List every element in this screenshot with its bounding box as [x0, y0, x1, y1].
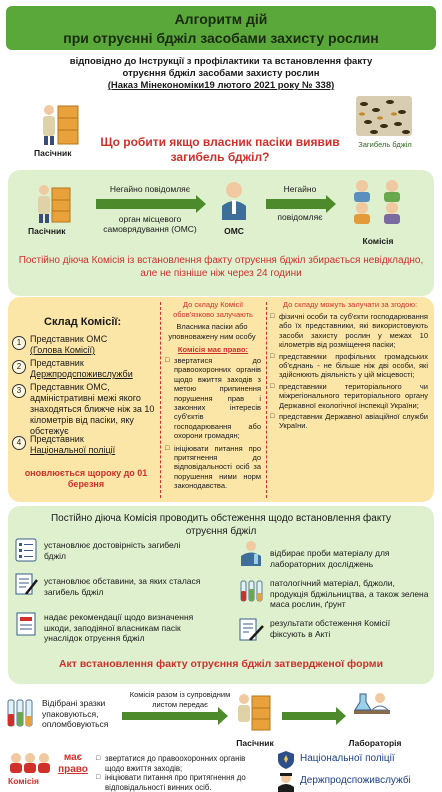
subtitle: [20, 56, 422, 92]
inspection-left-1: установлює достовірність загибелі бджіл: [44, 540, 181, 561]
optional-head: До складу можуть залучати за згодою:: [282, 300, 418, 309]
optional-item-3: □ представники територіального чи міжрегіонального територіального органу Державної екологічної інспекції України;: [270, 382, 428, 410]
samples-arrow-head: [218, 707, 228, 725]
notify-beekeeper-label: Пасічник: [28, 226, 66, 236]
samples-arrow-text: Комісія разом із супровідним листом передає: [129, 690, 231, 709]
test-tubes-icon: [238, 578, 264, 604]
arrow2-top-text: Негайно: [283, 184, 317, 194]
inspection-right-2: патологічний матеріал, бджоли, продукція бджільництва, а також зелена маса рослин, ґрунт: [270, 578, 429, 609]
rights-item-1: □ звертатися до правоохоронних органів щодо вжиття заходів з метою припинення порушення прав і законних інтересів суб'єктів господарювання або охорони громадян;: [165, 356, 261, 441]
subtitle-line1: відповідно до Інструкції з профілактики та встановлення факту: [69, 56, 373, 67]
oms-description: орган місцевого самоврядування (ОМС): [103, 214, 197, 234]
optional-item-4: □ представник Державної авіаційної служби України.: [270, 412, 428, 431]
title-banner: [6, 6, 436, 50]
laboratory-label: Лабораторія: [348, 738, 402, 748]
mandatory-text: Власника пасіки або уповноважену ним особу: [168, 322, 256, 341]
optional-item-2: □ представники профільних громадських об'єднань - не більше ніж дві особи, які здійснюють діяльність у цій місцевості;: [270, 352, 428, 380]
lab-worker-icon: [238, 540, 264, 566]
act-statement: Акт встановлення факту отруєння бджіл затвердженої форми: [58, 658, 384, 670]
dead-bees-label: Загибель бджіл: [358, 140, 412, 149]
rights-list: [165, 356, 261, 491]
bottom-commission-icon: [8, 752, 52, 776]
composition-item-2-text: Представник: [30, 358, 84, 368]
inspection-left-3: надає рекомендації щодо визначення шкоди, заподіяної власникам пасік унаслідок отруєння бджіл: [44, 612, 194, 643]
has-right-label: [56, 752, 90, 776]
rights-item-2: □ ініціювати питання про притягнення до відповідальності осіб за порушення ними норм законодавства.: [165, 444, 261, 491]
composition-num-3: 3: [12, 384, 26, 398]
rights-head: Комісія має право:: [177, 345, 249, 354]
arrow1-top-text: Негайно повідомляє: [109, 184, 191, 194]
bottom-rights-item-2: □ ініціювати питання про притягнення до відповідальності винних осіб.: [96, 773, 266, 792]
arrow1-head: [196, 195, 206, 213]
samples-left-text: Відібрані зразки упаковуються, опломбовуються: [42, 698, 109, 729]
oms-label: ОМС: [224, 226, 244, 236]
inspection-right-3: результати обстеження Комісії фіксують в Акті: [270, 618, 391, 639]
arrow1: [96, 199, 196, 209]
composition-item-4: [30, 434, 155, 456]
inspection-right-1: відбирає проби матеріалу для лабораторних досліджень: [270, 548, 390, 569]
composition-item-4-sub: Національної поліції: [30, 445, 116, 455]
bottom-rights-item-1: □ звертатися до правоохоронних органів щодо вжиття заходів;: [96, 754, 266, 773]
has-label: має: [63, 752, 83, 763]
composition-num-4: 4: [12, 436, 26, 450]
service-label: Держпродспоживслужбі: [300, 775, 411, 786]
right-label: право: [58, 764, 88, 775]
composition-title: Склад Комісії:: [44, 316, 122, 328]
composition-num-2: 2: [12, 360, 26, 374]
title-line2: при отруєнні бджіл засобами захисту рослин: [63, 30, 379, 46]
samples-beekeeper-icon: [234, 690, 274, 732]
document-pen-icon: [14, 572, 38, 596]
beekeeper-icon: [34, 180, 74, 224]
sealed-samples-icon: [6, 696, 40, 730]
lab-arrow-head: [336, 707, 346, 725]
inspector-icon: [276, 772, 296, 792]
beekeeper-hives-icon: [38, 100, 82, 146]
bottom-commission-label: Комісія: [8, 776, 39, 786]
question-text: Що робити якщо власник пасіки виявив загибель бджіл?: [100, 135, 340, 164]
optional-item-1: □ фізичні особи та суб'єкти господарювання або їх представники, які використовують засоби захисту рослин у межах 10 кілометрів від розміщення пасіки;: [270, 312, 428, 350]
laboratory-icon: [352, 690, 392, 732]
samples-arrow: [122, 712, 218, 720]
police-label: Національної поліції: [300, 753, 395, 764]
composition-item-2-sub: Держпродспоживслужби: [30, 369, 133, 379]
arrow2: [266, 199, 326, 209]
composition-item-2: [30, 358, 155, 380]
report-icon: [14, 612, 38, 636]
commission-group-icon: [350, 178, 406, 224]
composition-renewal: оновлюється щороку до 01 березня: [24, 468, 148, 489]
divider-1: [160, 302, 161, 498]
question-beekeeper-label: Пасічник: [34, 148, 72, 158]
inspection-left-2: установлює обставини, за яких сталася загибель бджіл: [44, 576, 201, 597]
composition-item-1-text: Представник ОМС: [30, 334, 108, 344]
police-icon: [276, 750, 296, 770]
composition-item-1: [30, 334, 155, 356]
composition-num-1: 1: [12, 336, 26, 350]
title-line1: Алгоритм дій: [174, 11, 268, 27]
composition-item-4-text: Представник: [30, 434, 84, 444]
dead-bees-image: [356, 96, 412, 136]
checklist-icon: [14, 538, 38, 562]
inspection-head: Постійно діюча Комісія проводить обстеження щодо встановлення факту отруєння бджіл: [50, 513, 392, 537]
commission-deadline-note: Постійно діюча Комісія із встановлення факту отруєння бджіл збирається невідкладно, але не пізніше ніж через 24 години: [18, 255, 424, 279]
commission-label: Комісія: [362, 236, 394, 246]
divider-2: [266, 302, 267, 498]
arrow2-head: [326, 195, 336, 213]
composition-item-3: Представник ОМС, адміністративні межі якого знаходяться ближче ніж за 10 кілометрів від пасіки, яку обстежує: [30, 382, 155, 436]
lab-arrow: [282, 712, 336, 720]
arrow2-bottom-text: повідомляє: [277, 212, 323, 222]
mandatory-head: До складу Комісії обов'язково залучають: [173, 300, 253, 319]
samples-beekeeper-label: Пасічник: [236, 738, 274, 748]
oms-official-icon: [218, 180, 250, 220]
subtitle-line3: (Наказ Мінекономіки19 лютого 2021 року № 338): [107, 80, 335, 91]
bottom-rights-list: [96, 754, 266, 792]
composition-item-1-sub: (Голова Комісії): [30, 345, 96, 355]
act-document-icon: [238, 616, 264, 642]
subtitle-line2: отруєння бджіл засобами захисту рослин: [122, 68, 320, 79]
optional-list: [270, 312, 428, 431]
